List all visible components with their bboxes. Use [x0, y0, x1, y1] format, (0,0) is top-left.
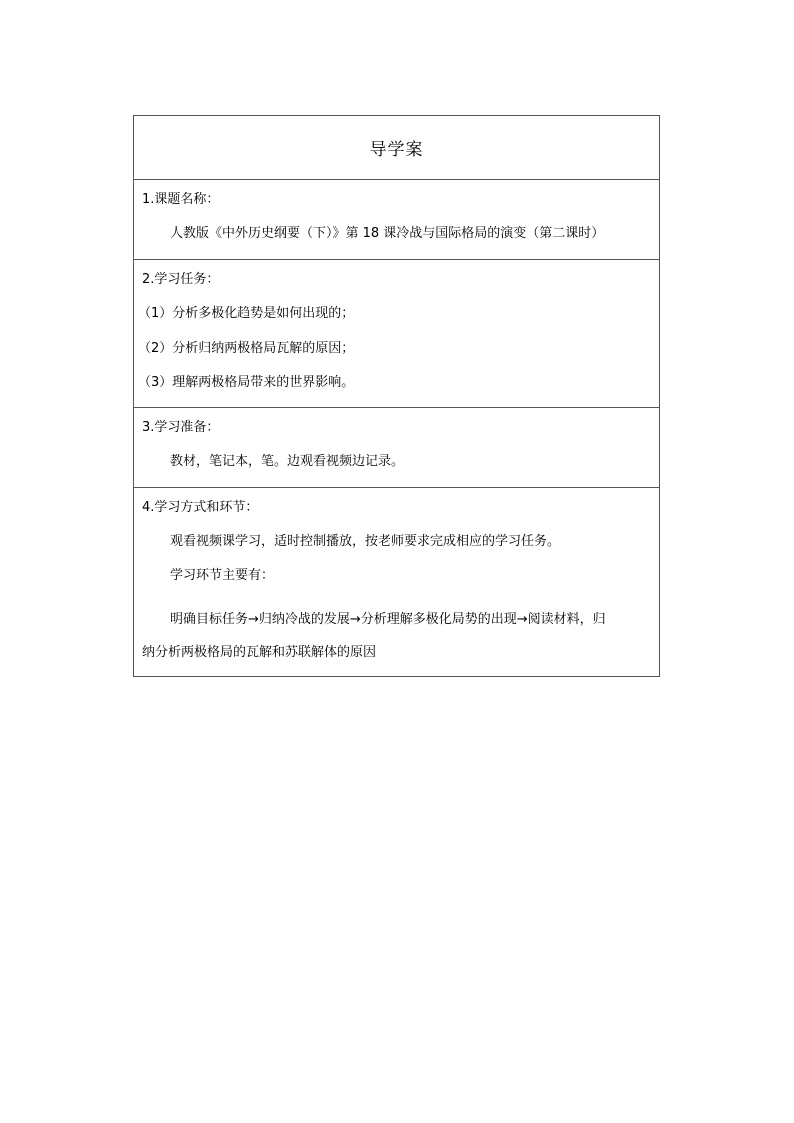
method-line: 明确目标任务→归纳冷战的发展→分析理解多极化局势的出现→阅读材料，归 — [170, 612, 606, 627]
section-method — [134, 487, 659, 676]
section-heading: 2.学习任务： — [142, 272, 220, 287]
task-item: （1）分析多极化趋势是如何出现的； — [138, 306, 355, 321]
section-heading: 3.学习准备： — [142, 420, 220, 435]
method-line: 观看视频课学习，适时控制播放，按老师要求完成相应的学习任务。 — [170, 534, 561, 549]
section-preparation — [134, 407, 659, 487]
task-item: （2）分析归纳两极格局瓦解的原因； — [138, 341, 355, 356]
method-line: 纳分析两极格局的瓦解和苏联解体的原因 — [142, 645, 377, 660]
document-title: 导学案 — [369, 140, 424, 160]
task-item: （3）理解两极格局带来的世界影响。 — [138, 375, 355, 390]
title-row — [134, 116, 659, 179]
section-heading: 1.课题名称： — [142, 192, 220, 207]
section-tasks — [134, 259, 659, 407]
topic-line: 人教版《中外历史纲要（下）》第 18 课冷战与国际格局的演变（第二课时） — [170, 226, 605, 241]
section-topic — [134, 179, 659, 259]
preparation-line: 教材，笔记本，笔。边观看视频边记录。 — [170, 454, 405, 469]
study-guide-table — [133, 115, 660, 677]
method-line: 学习环节主要有： — [170, 568, 275, 583]
section-heading: 4.学习方式和环节： — [142, 500, 259, 515]
